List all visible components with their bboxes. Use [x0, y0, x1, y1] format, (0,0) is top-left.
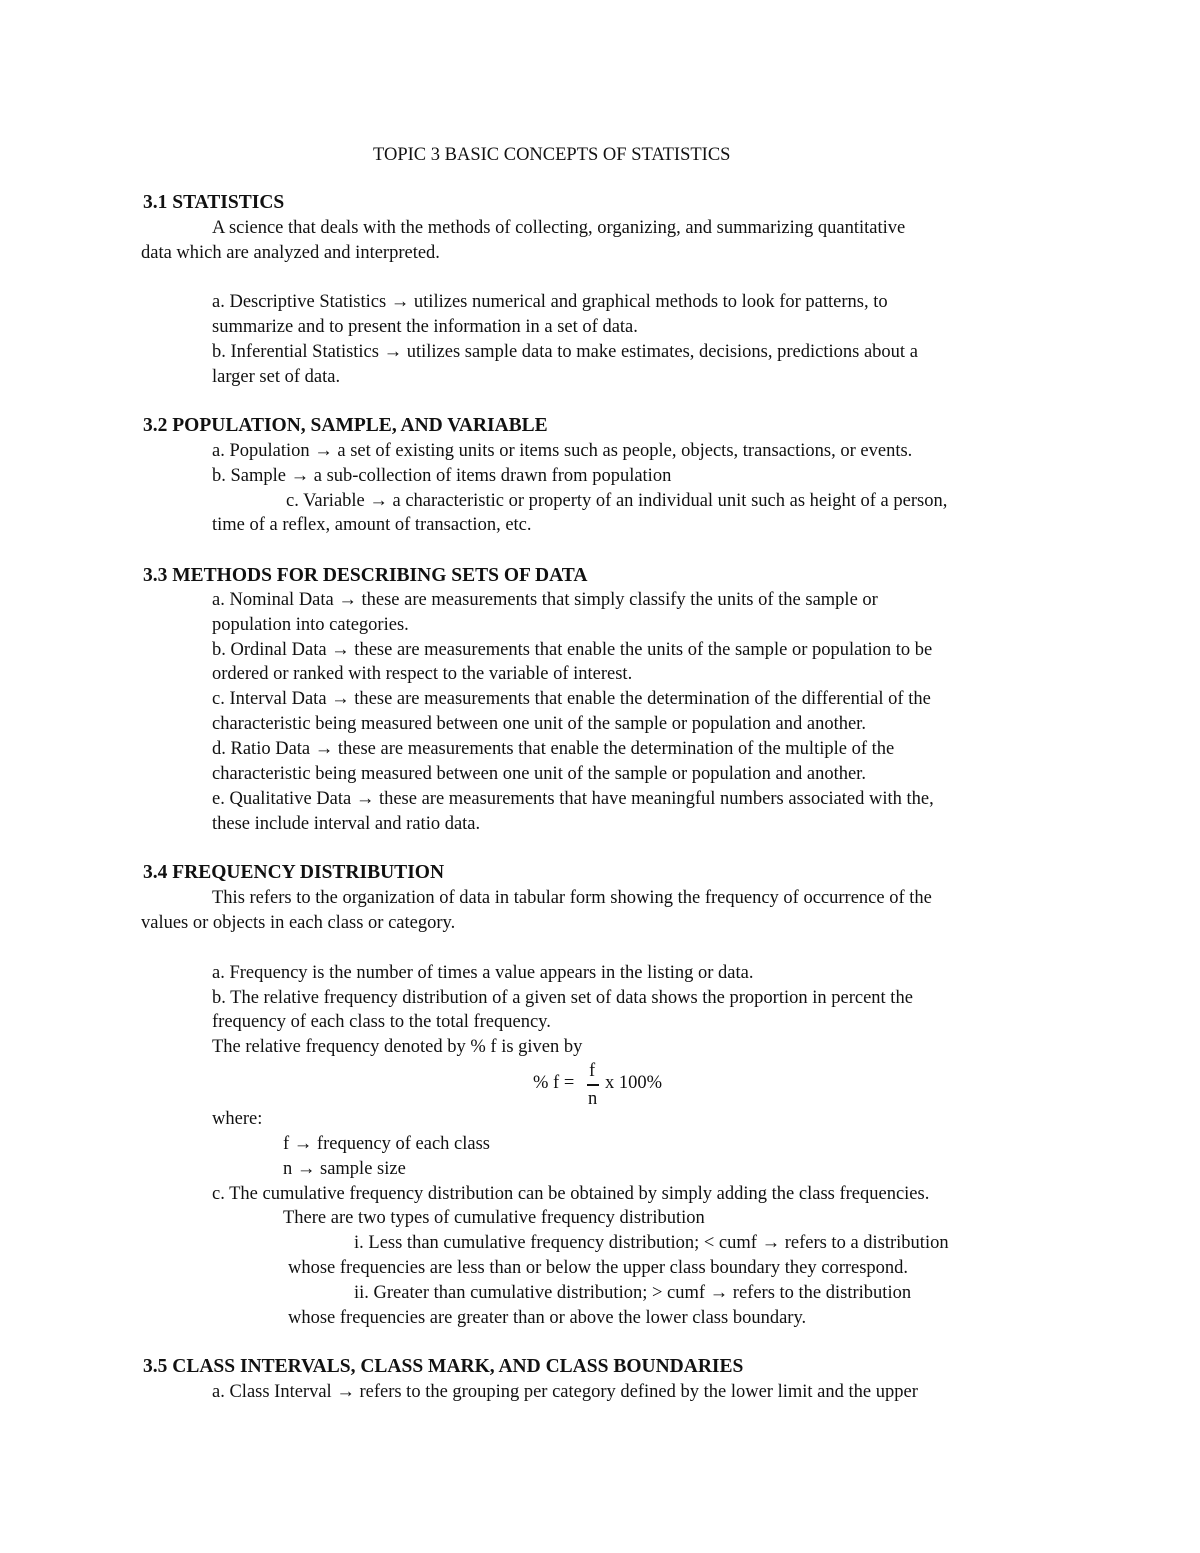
- formula-denominator: n: [588, 1089, 598, 1109]
- list-item: c. Interval Data → these are measurements that enable the determination of the differential of the: [212, 689, 931, 709]
- list-item: b. Inferential Statistics → utilizes sample data to make estimates, decisions, predictions about a: [212, 342, 918, 362]
- list-item: whose frequencies are greater than or above the lower class boundary.: [288, 1308, 807, 1328]
- section-heading-3-5: 3.5 CLASS INTERVALS, CLASS MARK, AND CLASS BOUNDARIES: [143, 1356, 744, 1377]
- list-item: a. Frequency is the number of times a value appears in the listing or data.: [212, 963, 754, 983]
- list-item: i. Less than cumulative frequency distribution; < cumf → refers to a distribution: [354, 1233, 949, 1253]
- list-item: frequency of each class to the total frequency.: [212, 1012, 551, 1032]
- list-item: characteristic being measured between one unit of the sample or population and another.: [212, 764, 866, 784]
- paragraph-line: values or objects in each class or category.: [141, 913, 456, 933]
- list-item: population into categories.: [212, 615, 409, 635]
- list-item: characteristic being measured between one unit of the sample or population and another.: [212, 714, 866, 734]
- list-item: e. Qualitative Data → these are measurements that have meaningful numbers associated with the,: [212, 789, 934, 809]
- list-item: c. The cumulative frequency distribution can be obtained by simply adding the class frequencies.: [212, 1184, 930, 1204]
- list-item: b. Ordinal Data → these are measurements that enable the units of the sample or population to be: [212, 640, 933, 660]
- list-item: There are two types of cumulative frequency distribution: [283, 1208, 705, 1228]
- definition-line: n → sample size: [283, 1159, 406, 1179]
- relative-frequency-formula: [533, 1058, 693, 1112]
- section-heading-3-3: 3.3 METHODS FOR DESCRIBING SETS OF DATA: [143, 565, 588, 586]
- list-item: The relative frequency denoted by % f is given by: [212, 1037, 583, 1057]
- list-item: these include interval and ratio data.: [212, 814, 481, 834]
- section-heading-3-1: 3.1 STATISTICS: [143, 192, 285, 213]
- formula-numerator: f: [589, 1061, 596, 1081]
- list-item: b. The relative frequency distribution of a given set of data shows the proportion in percent the: [212, 988, 913, 1008]
- list-item: a. Class Interval → refers to the grouping per category defined by the lower limit and the upper: [212, 1382, 918, 1402]
- list-item: a. Descriptive Statistics → utilizes numerical and graphical methods to look for patterns, to: [212, 292, 888, 312]
- section-heading-3-4: 3.4 FREQUENCY DISTRIBUTION: [143, 862, 445, 883]
- formula-lhs: % f =: [533, 1073, 575, 1093]
- list-item: ii. Greater than cumulative distribution; > cumf → refers to the distribution: [354, 1283, 912, 1303]
- paragraph-line: A science that deals with the methods of collecting, organizing, and summarizing quantitative: [212, 218, 906, 238]
- paragraph-line: data which are analyzed and interpreted.: [141, 243, 440, 263]
- formula-rhs: x 100%: [605, 1073, 663, 1093]
- definition-line: f → frequency of each class: [283, 1134, 490, 1154]
- list-item: b. Sample → a sub-collection of items drawn from population: [212, 466, 672, 486]
- paragraph-line: This refers to the organization of data in tabular form showing the frequency of occurrence of the: [212, 888, 932, 908]
- list-item: whose frequencies are less than or below the upper class boundary they correspond.: [288, 1258, 909, 1278]
- fraction-bar: [587, 1084, 599, 1086]
- list-item: larger set of data.: [212, 367, 341, 387]
- list-item: a. Nominal Data → these are measurements that simply classify the units of the sample or: [212, 590, 878, 610]
- list-item: d. Ratio Data → these are measurements that enable the determination of the multiple of the: [212, 739, 895, 759]
- document-title: TOPIC 3 BASIC CONCEPTS OF STATISTICS: [373, 145, 731, 165]
- where-label: where:: [212, 1109, 263, 1129]
- list-item: summarize and to present the information in a set of data.: [212, 317, 638, 337]
- list-item: ordered or ranked with respect to the variable of interest.: [212, 664, 633, 684]
- list-item: time of a reflex, amount of transaction, etc.: [212, 515, 532, 535]
- section-heading-3-2: 3.2 POPULATION, SAMPLE, AND VARIABLE: [143, 415, 548, 436]
- list-item: a. Population → a set of existing units or items such as people, objects, transactions, or events.: [212, 441, 913, 461]
- list-item: c. Variable → a characteristic or property of an individual unit such as height of a person,: [286, 491, 948, 511]
